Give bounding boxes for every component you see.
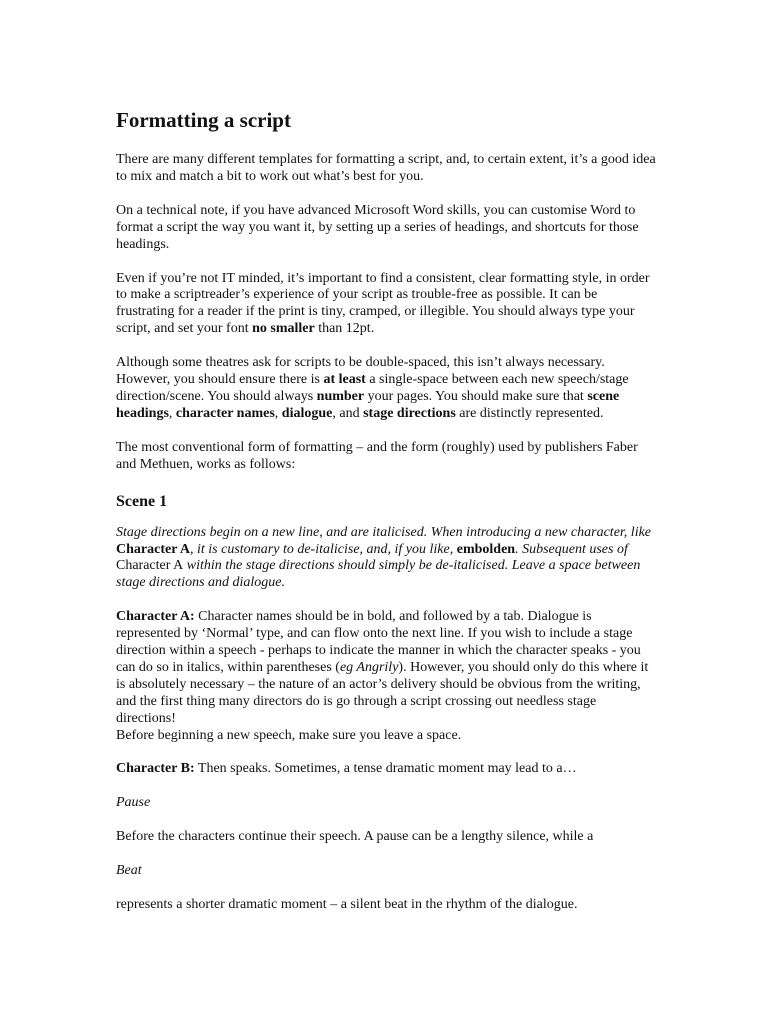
text-run: Although some theatres ask for scripts to be double-spaced, this isn’t always necessary. However, you should ensure there is <box>116 355 605 388</box>
stage-direction-pause <box>116 795 656 812</box>
text-run: are distinctly represented. <box>455 405 604 421</box>
character-name-intro: Character A <box>116 541 190 557</box>
text-run: ). However, you should only do this where it is absolutely necessary – the nature of an actor’s delivery should be obvious from the writing, and the first thing many directors do is go through a script crossing out needless stage directions! <box>116 659 649 726</box>
document-body <box>116 104 656 931</box>
text-run: Character names should be in bold, and followed by a tab. Dialogue is represented by ‘Normal’ type, and can flow onto the next line. If you wish to include a stage direction within a speech - perhaps to indicate the manner in which the character speaks - you can do so in italics, within parentheses ( <box>116 609 641 675</box>
text-run-italic: . Subsequent uses of <box>515 541 628 557</box>
dialogue-character-a <box>116 609 656 727</box>
text-run-italic: Stage directions begin on a new line, and are italicised. When introducing a new character, like <box>116 524 652 540</box>
dialogue-character-b <box>116 761 656 778</box>
dialogue-character-a-continued: Before beginning a new speech, make sure you leave a space. <box>116 727 462 743</box>
text-run: your pages. You should make sure that <box>364 388 588 404</box>
paragraph-spacing <box>116 355 656 423</box>
scene-heading: Scene 1 <box>116 492 168 510</box>
emphasis-no-smaller: no smaller <box>252 321 315 337</box>
inline-stage-direction: eg Angrily <box>339 659 399 675</box>
page-title: Formatting a script <box>116 108 291 132</box>
character-name-plain: Character A <box>116 558 184 574</box>
pause-label: Pause <box>116 795 151 811</box>
paragraph-technical-note: On a technical note, if you have advanced Microsoft Word skills, you can customise Word to format a script the way you want it, by setting up a series of headings, and shortcuts for those headings. <box>116 202 639 252</box>
text-run: , <box>274 405 282 421</box>
stage-direction-paragraph <box>116 525 656 593</box>
emphasis-scene-headings: scene headings <box>116 388 620 421</box>
paragraph-formatting-style <box>116 271 656 339</box>
character-a-name: Character A: <box>116 609 195 625</box>
emphasis-at-least: at least <box>323 372 366 388</box>
text-run: Then speaks. Sometimes, a tense dramatic moment may lead to a… <box>194 761 577 777</box>
emphasis-dialogue: dialogue <box>281 405 333 421</box>
text-run-italic: , it is customary to de-italicise, and, if you like, <box>190 541 457 557</box>
text-run: Even if you’re not IT minded, it’s important to find a consistent, clear formatting style, in order to make a scriptreader’s experience of your script as trouble-free as possible. It can be frustrating for a reader if the print is tiny, cramped, or illegible. You should always type your script, and set your font <box>116 270 650 337</box>
text-run: , and <box>332 405 364 421</box>
text-run-italic: within the stage directions should simply be de-italicised. Leave a space between stage directions and dialogue. <box>116 558 641 591</box>
emphasis-character-names: character names <box>175 405 275 421</box>
paragraph-pause-explanation: Before the characters continue their speech. A pause can be a lengthy silence, while a <box>116 829 594 845</box>
text-run: than 12pt. <box>314 321 375 337</box>
beat-label: Beat <box>116 863 142 879</box>
paragraph-beat-explanation: represents a shorter dramatic moment – a silent beat in the rhythm of the dialogue. <box>116 897 578 913</box>
paragraph-conventional-form: The most conventional form of formatting – and the form (roughly) used by publishers Faber and Methuen, works as follows: <box>116 439 638 472</box>
text-run: a single-space between each new speech/stage direction/scene. You should always <box>116 372 629 404</box>
stage-direction-beat <box>116 863 656 880</box>
paragraph-intro: There are many different templates for formatting a script, and, to certain extent, it’s a good idea to mix and match a bit to work out what’s best for you. <box>116 152 656 184</box>
text-run: , <box>168 405 176 421</box>
emphasis-stage-directions: stage directions <box>363 405 456 421</box>
character-b-name: Character B: <box>116 761 195 777</box>
emphasis-embolden: embolden <box>456 541 516 557</box>
emphasis-number: number <box>316 388 365 404</box>
